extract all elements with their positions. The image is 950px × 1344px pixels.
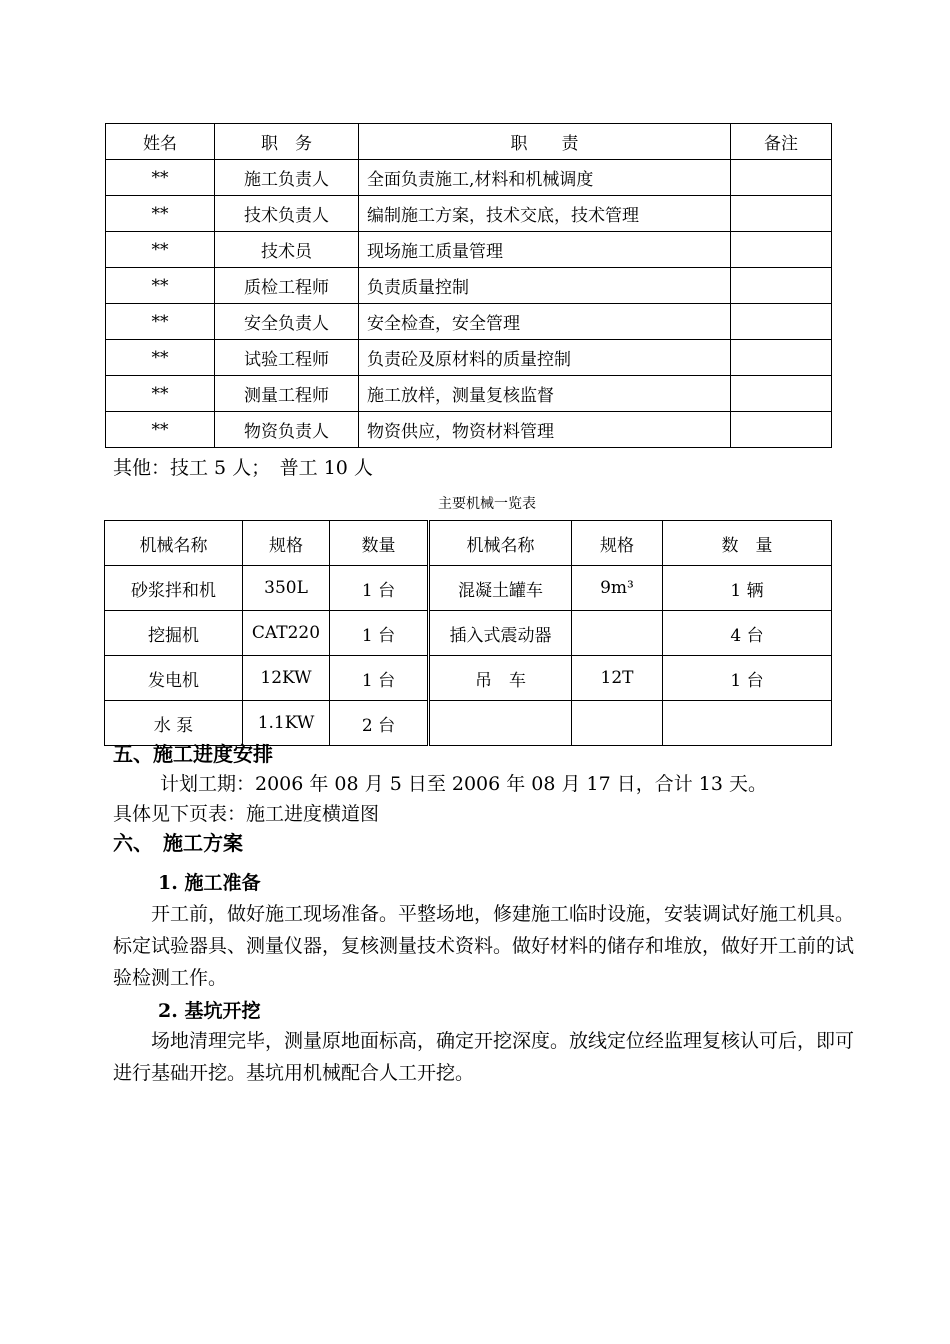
machine-cell: 发电机 xyxy=(105,656,243,701)
staff-note xyxy=(731,160,832,196)
staff-note xyxy=(731,412,832,448)
machine-cell xyxy=(572,701,663,746)
staff-table-header xyxy=(106,124,832,160)
machine-cell: 12T xyxy=(572,656,663,701)
staff-note xyxy=(731,268,832,304)
header-role: 职 务 xyxy=(215,124,359,160)
staff-duty: 安全检查，安全管理 xyxy=(359,304,731,340)
staff-role: 质检工程师 xyxy=(215,268,359,304)
schedule-see-text: 具体见下页表：施工进度横道图 xyxy=(113,803,380,825)
staff-role: 安全负责人 xyxy=(215,304,359,340)
header-quantity-2: 数 量 xyxy=(663,521,832,566)
machine-cell: 1 台 xyxy=(330,566,429,611)
staff-name: ** xyxy=(106,340,215,376)
machine-cell: 水 泵 xyxy=(105,701,243,746)
machine-cell: 1 台 xyxy=(663,656,832,701)
section-6-heading: 六、 施工方案 xyxy=(113,831,243,855)
header-duty: 职 责 xyxy=(359,124,731,160)
staff-duty: 负责质量控制 xyxy=(359,268,731,304)
machine-cell xyxy=(663,701,832,746)
staff-role: 试验工程师 xyxy=(215,340,359,376)
subsection-2-heading: 2. 基坑开挖 xyxy=(158,1000,261,1022)
staff-role: 技术员 xyxy=(215,232,359,268)
staff-note xyxy=(731,196,832,232)
staff-name: ** xyxy=(106,160,215,196)
header-machine-name: 机械名称 xyxy=(105,521,243,566)
table-row xyxy=(106,376,832,412)
table-row xyxy=(106,160,832,196)
staff-role: 测量工程师 xyxy=(215,376,359,412)
machine-table xyxy=(104,520,832,746)
machine-cell: CAT220 xyxy=(243,611,330,656)
staff-note xyxy=(731,304,832,340)
table-row xyxy=(105,656,832,701)
machine-cell xyxy=(429,701,572,746)
staff-role: 施工负责人 xyxy=(215,160,359,196)
other-staff-line: 其他：技工 5 人； 普工 10 人 xyxy=(113,457,373,479)
table-row xyxy=(106,196,832,232)
subsection-1-heading: 1. 施工准备 xyxy=(158,872,261,894)
table-row xyxy=(106,412,832,448)
machine-cell: 插入式震动器 xyxy=(429,611,572,656)
staff-duty: 现场施工质量管理 xyxy=(359,232,731,268)
staff-role: 技术负责人 xyxy=(215,196,359,232)
machine-cell: 砂浆拌和机 xyxy=(105,566,243,611)
staff-name: ** xyxy=(106,196,215,232)
machine-cell: 挖掘机 xyxy=(105,611,243,656)
staff-duty: 物资供应，物资材料管理 xyxy=(359,412,731,448)
header-name: 姓名 xyxy=(106,124,215,160)
staff-duty: 负责砼及原材料的质量控制 xyxy=(359,340,731,376)
table-row xyxy=(106,232,832,268)
machine-cell: 9m³ xyxy=(572,566,663,611)
table-row xyxy=(106,340,832,376)
header-spec: 规格 xyxy=(243,521,330,566)
staff-name: ** xyxy=(106,304,215,340)
staff-duty: 施工放样，测量复核监督 xyxy=(359,376,731,412)
machine-cell: 2 台 xyxy=(330,701,429,746)
machine-cell: 12KW xyxy=(243,656,330,701)
staff-duty: 全面负责施工,材料和机械调度 xyxy=(359,160,731,196)
staff-name: ** xyxy=(106,376,215,412)
staff-duty: 编制施工方案，技术交底，技术管理 xyxy=(359,196,731,232)
machine-table-header xyxy=(105,521,832,566)
staff-note xyxy=(731,376,832,412)
machine-cell: 1.1KW xyxy=(243,701,330,746)
subsection-1-paragraph: 开工前，做好施工现场准备。平整场地，修建施工临时设施，安装调试好施工机具。标定试验器具、测量仪器，复核测量技术资料。做好材料的储存和堆放，做好开工前的试验检测工作。 xyxy=(113,903,855,989)
staff-table xyxy=(105,123,832,448)
section-5-heading: 五、施工进度安排 xyxy=(113,742,273,766)
subsection-2-paragraph: 场地清理完毕，测量原地面标高，确定开挖深度。放线定位经监理复核认可后，即可进行基础开挖。基坑用机械配合人工开挖。 xyxy=(113,1030,855,1084)
machine-cell: 混凝土罐车 xyxy=(429,566,572,611)
table-row xyxy=(106,268,832,304)
machine-cell: 4 台 xyxy=(663,611,832,656)
machine-cell: 1 台 xyxy=(330,611,429,656)
staff-name: ** xyxy=(106,412,215,448)
machine-cell: 1 台 xyxy=(330,656,429,701)
header-machine-name-2: 机械名称 xyxy=(429,521,572,566)
staff-name: ** xyxy=(106,232,215,268)
staff-note xyxy=(731,232,832,268)
staff-role: 物资负责人 xyxy=(215,412,359,448)
table-row xyxy=(105,566,832,611)
staff-name: ** xyxy=(106,268,215,304)
machine-table-caption: 主要机械一览表 xyxy=(438,496,536,512)
staff-note xyxy=(731,340,832,376)
table-row xyxy=(106,304,832,340)
machine-cell: 350L xyxy=(243,566,330,611)
schedule-plan-text: 计划工期：2006 年 08 月 5 日至 2006 年 08 月 17 日，合计 13 天。 xyxy=(160,773,768,795)
header-note: 备注 xyxy=(731,124,832,160)
machine-cell: 1 辆 xyxy=(663,566,832,611)
header-quantity: 数量 xyxy=(330,521,429,566)
machine-cell xyxy=(572,611,663,656)
table-row xyxy=(105,611,832,656)
machine-cell: 吊 车 xyxy=(429,656,572,701)
header-spec-2: 规格 xyxy=(572,521,663,566)
